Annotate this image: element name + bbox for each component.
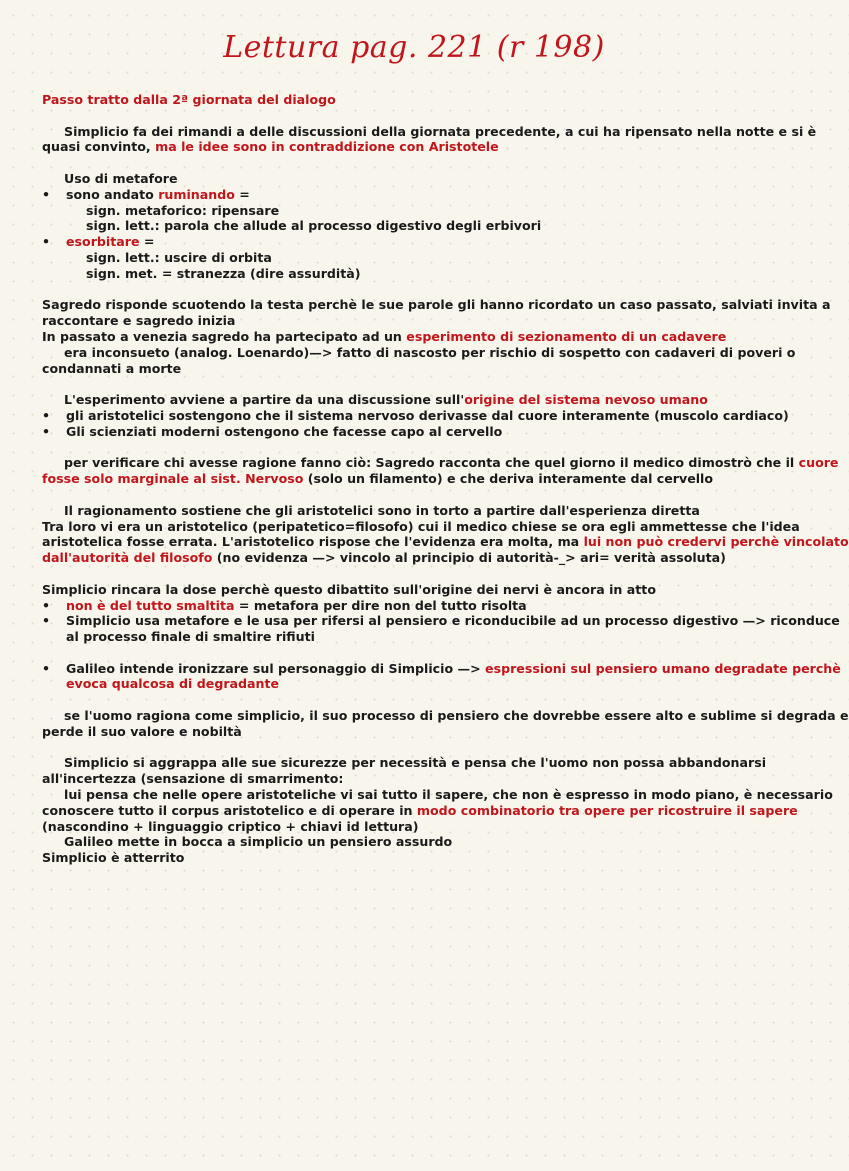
bullet-icon: • — [42, 660, 51, 676]
paragraph-line: conoscere tutto il corpus aristotelico e di operare in modo combinatorio tra opere per ricostruire il sapere — [42, 802, 798, 818]
paragraph-line: Simplicio rincara la dose perchè questo dibattito sull'origine dei nervi è ancora in atto — [42, 581, 656, 597]
paragraph-line: Simplicio fa dei rimandi a delle discussioni della giornata precedente, a cui ha ripensato nella notte e si è — [64, 123, 817, 139]
highlight: dall'autorità del filosofo — [42, 550, 213, 566]
bullet-icon: • — [42, 407, 51, 423]
paragraph-line: dall'autorità del filosofo (no evidenza —> vincolo al principio di autorità-_> ari= verità assoluta) — [42, 550, 726, 566]
bullet-item: • non è del tutto smaltita = metafora per dire non del tutto risolta — [42, 597, 527, 613]
paragraph-line: quasi convinto, ma le idee sono in contraddizione con Aristotele — [42, 139, 499, 155]
section-heading: Passo tratto dalla 2ª giornata del dialogo — [42, 92, 336, 107]
paragraph-line: all'incertezza (sensazione di smarrimento: — [42, 771, 344, 787]
paragraph-line: era inconsueto (analog. Loenardo)—> fatto di nascosto per rischio di sospetto con cadaveri di poveri o — [64, 344, 796, 360]
paragraph-line: sign. lett.: uscire di orbita — [86, 249, 272, 265]
highlight: espressioni sul pensiero umano degradate perchè — [485, 660, 841, 676]
highlight: ruminando — [158, 186, 235, 202]
paragraph-line: al processo finale di smaltire rifiuti — [66, 629, 315, 645]
paragraph-line: per verificare chi avesse ragione fanno ciò: Sagredo racconta che quel giorno il medico dimostrò che il cuore — [64, 455, 839, 471]
bullet-item: • Simplicio usa metafore e le usa per rifersi al pensiero e riconducibile ad un processo digestivo —> riconduce — [42, 613, 840, 629]
bullet-icon: • — [42, 186, 51, 202]
paragraph-line: raccontare e sagredo inizia — [42, 313, 236, 329]
paragraph-line: se l'uomo ragiona come simplicio, il suo processo di pensiero che dovrebbe essere alto e sublime si degrada e — [64, 708, 849, 724]
paragraph-line: Galileo mette in bocca a simplicio un pensiero assurdo — [64, 834, 453, 850]
paragraph-line: sign. lett.: parola che allude al processo digestivo degli erbivori — [86, 218, 542, 234]
paragraph-line: Il ragionamento sostiene che gli aristotelici sono in torto a partire dall'esperienza diretta — [64, 502, 700, 518]
bullet-item: • gli aristotelici sostengono che il sistema nervoso derivasse dal cuore interamente (muscolo cardiaco) — [42, 407, 789, 423]
paragraph-line: L'esperimento avviene a partire da una discussione sull'origine del sistema nevoso umano — [64, 392, 708, 408]
paragraph-line: fosse solo marginale al sist. Nervoso (solo un filamento) e che deriva interamente dal cervello — [42, 471, 714, 487]
bullet-item: • Galileo intende ironizzare sul personaggio di Simplicio —> espressioni sul pensiero umano degradate perchè — [42, 660, 841, 676]
bullet-icon: • — [42, 234, 51, 250]
highlight: fosse solo marginale al sist. Nervoso — [42, 471, 304, 487]
highlight: esperimento di sezionamento di un cadavere — [406, 328, 727, 344]
bullet-icon: • — [42, 423, 51, 439]
highlight: lui non può credervi perchè vincolato — [583, 534, 849, 550]
page-title: Lettura pag. 221 (r 198) — [223, 30, 605, 65]
document-body — [42, 92, 849, 866]
highlight: cuore — [798, 455, 839, 471]
highlight: origine del sistema nevoso umano — [464, 392, 708, 408]
paragraph-line: condannati a morte — [42, 360, 182, 376]
bullet-icon: • — [42, 597, 51, 613]
bullet-item: • sono andato ruminando = — [42, 186, 250, 202]
paragraph-line: Sagredo risponde scuotendo la testa perchè le sue parole gli hanno ricordato un caso passato, salviati invita a — [42, 297, 831, 313]
bullet-item: • Gli scienziati moderni ostengono che facesse capo al cervello — [42, 423, 503, 439]
highlight: evoca qualcosa di degradante — [66, 676, 280, 692]
paragraph-line: sign. met. = stranezza (dire assurdità) — [86, 265, 361, 281]
highlight: modo combinatorio tra opere per ricostruire il sapere — [416, 802, 798, 818]
subheading: Uso di metafore — [64, 170, 178, 186]
paragraph-line: perde il suo valore e nobiltà — [42, 723, 242, 739]
bullet-icon: • — [42, 613, 51, 629]
paragraph-line: lui pensa che nelle opere aristoteliche vi sai tutto il sapere, che non è espresso in modo piano, è necessario — [64, 787, 833, 803]
highlight: ma le idee sono in contraddizione con Aristotele — [155, 139, 499, 155]
paragraph-line: Tra loro vi era un aristotelico (peripatetico=filosofo) cui il medico chiese se ora egli ammettesse che l'idea — [42, 518, 800, 534]
bullet-item: • esorbitare = — [42, 234, 155, 250]
paragraph-line: (nascondino + linguaggio criptico + chiavi id lettura) — [42, 818, 419, 834]
paragraph-line: Simplicio è atterrito — [42, 850, 185, 866]
highlight: non è del tutto smaltita — [66, 597, 235, 613]
paragraph-line: aristotelica fosse errata. L'aristotelico rispose che l'evidenza era molta, ma lui non può credervi perchè vincolato — [42, 534, 849, 550]
paragraph-line: Simplicio si aggrappa alle sue sicurezze per necessità e pensa che l'uomo non possa abbandonarsi — [64, 755, 767, 771]
highlight: esorbitare — [66, 234, 140, 250]
paragraph-line: In passato a venezia sagredo ha partecipato ad un esperimento di sezionamento di un cadavere — [42, 328, 727, 344]
paragraph-line: sign. metaforico: ripensare — [86, 202, 280, 218]
